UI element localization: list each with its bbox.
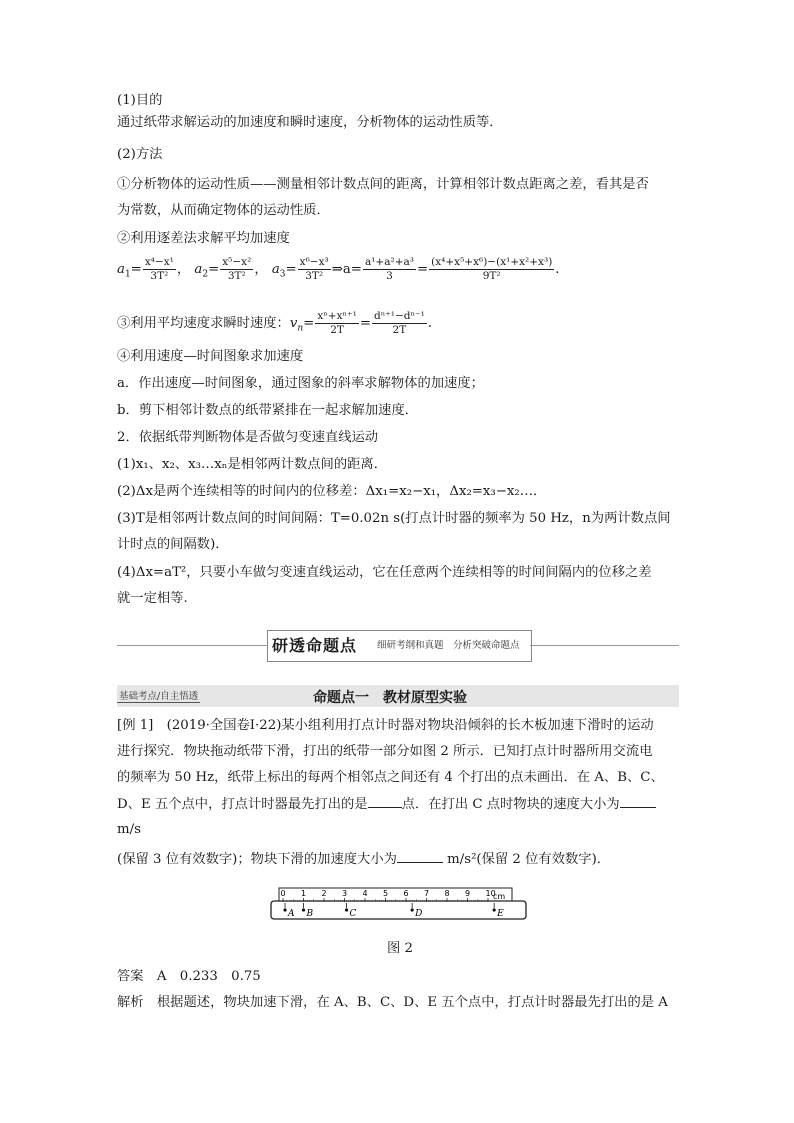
ruler-tick-label: 2 (321, 889, 327, 898)
ruler-tick-label: 4 (362, 889, 368, 898)
section-2-p3-line1: (3)T是相邻两计数点间的时间间隔：T=0.02n s(打点计时器的频率为 50 Hz，n为两计数点间 (117, 511, 671, 526)
analysis-text: 根据题述，物块加速下滑，在 A、B、C、D、E 五个点中，打点计时器最先打出的是 A (156, 995, 668, 1010)
answer-text: A 0.233 0.75 (156, 969, 261, 984)
example-line6: (保留 3 位有效数字)；物块下滑的加速度大小为 m/s²(保留 2 位有效数字)． (117, 852, 611, 867)
figure-caption: 图 2 (387, 941, 413, 956)
ruler-tick-label: 8 (444, 889, 450, 898)
method-heading: (2)方法 (117, 147, 163, 162)
tape-point-label: E (497, 909, 504, 919)
tape-point (411, 908, 414, 911)
answer-blank-2[interactable] (620, 795, 656, 808)
formula-successive-difference: $a_1=$ $\frac{\text{x⁴−x¹}}{\text{3T²}}$ ， $a_2=$ $\frac{\text{x⁵−x²}}{\text{3T²}}$ ， $a_3=$ $\frac{\text{x⁶−x³}}{\text{3T²}}$ ⇒a= $\frac{\text{a¹+a²+a³}}{3}$ = $\frac{\text{(x⁴+x⁵+x⁶)−(x¹+x²+x³)}}{\text{9T²}}$ . (117, 256, 560, 282)
answer-line (117, 968, 261, 986)
analysis-line (117, 994, 668, 1012)
answer-blank-3[interactable] (397, 850, 443, 863)
method-1-line2: 为常数，从而确定物体的运动性质． (117, 203, 330, 218)
banner-rule-left (117, 645, 267, 646)
section-2-heading: 2．依据纸带判断物体是否做匀变速直线运动 (117, 430, 379, 445)
banner-rule-right (530, 645, 679, 646)
purpose-heading: (1)目的 (117, 93, 163, 108)
tape-point-label: B (306, 909, 314, 919)
ruler-tick-label: 10 (485, 889, 496, 898)
ruler-tick-label: 5 (383, 889, 389, 898)
method-3: ③利用平均速度求瞬时速度：$v_n=$ $\frac{\text{xⁿ+xⁿ⁺¹}}{2T}$ = $\frac{\text{dⁿ⁺¹−dⁿ⁻¹}}{2T}$ . (117, 310, 433, 336)
banner-title: 研透命题点 (272, 636, 358, 655)
example-line4: D、E 五个点中，打点计时器最先打出的是 点．在打出 C 点时物块的速度大小为 (117, 795, 656, 814)
tape-point (283, 908, 286, 911)
method-2: ②利用逐差法求解平均加速度 (117, 231, 290, 246)
section-tag: 基础考点/自主悟透 (117, 688, 200, 703)
example-line5: m/s (117, 822, 141, 837)
tape-point-label: C (349, 909, 357, 919)
example-line3: 的频率为 50 Hz，纸带上标出的每两个相邻点之间还有 4 个打出的点未画出．在 A、B、C、 (117, 770, 664, 785)
example-line2: 进行探究．物块拖动纸带下滑，打出的纸带一部分如图 2 所示．已知打点计时器所用交流电 (117, 744, 653, 759)
tape-point-label: A (288, 909, 295, 919)
method-1-line1: ①分析物体的运动性质——测量相邻计数点间的距离，计算相邻计数点距离之差，看其是否 (117, 177, 649, 192)
section-2-p4-line2: 就一定相等. (117, 591, 188, 606)
section-title: 命题点一 教材原型实验 (313, 690, 467, 706)
tape-point (345, 908, 348, 911)
banner-subtitle: 细研考纲和真题 分析突破命题点 (377, 640, 520, 651)
ruler-tick-label: 1 (301, 889, 307, 898)
ruler-tick-label: 6 (403, 889, 409, 898)
tape-point (302, 908, 305, 911)
section-2-p3-line2: 计时点的间隔数)． (117, 537, 229, 552)
ruler-tick-label: 3 (342, 889, 348, 898)
section-2-p2: (2)Δx是两个连续相等的时间内的位移差：Δx₁=x₂−x₁，Δx₂=x₃−x₂…． (117, 484, 547, 499)
method-b: b．剪下相邻计数点的纸带紧排在一起求解加速度． (117, 403, 419, 418)
ruler-tick-label: 7 (424, 889, 430, 898)
example-line1: [例 1] (2019·全国卷Ⅰ·22)某小组利用打点计时器对物块沿倾斜的长木板加速下滑时的运动 (117, 718, 654, 733)
tape-point-label: D (415, 909, 423, 919)
method-4: ④利用速度—时间图象求加速度 (117, 349, 304, 364)
purpose-text: 通过纸带求解运动的加速度和瞬时速度，分析物体的运动性质等． (117, 115, 503, 130)
ruler-unit: cm (493, 892, 506, 901)
tape-point (493, 908, 496, 911)
ruler-tick-label: 9 (465, 889, 471, 898)
section-2-p1: (1)x₁、x₂、x₃…xₙ是相邻两计数点间的距离． (117, 457, 388, 472)
answer-blank-1[interactable] (368, 795, 402, 808)
section-2-p4-line1: (4)Δx=aT²，只要小车做匀变速直线运动，它在任意两个连续相等的时间间隔内的位移之差 (117, 565, 652, 580)
answer-label: 答案 (117, 969, 144, 984)
method-a: a．作出速度—时间图象，通过图象的斜率求解物体的加速度； (117, 376, 484, 391)
analysis-label: 解析 (117, 995, 144, 1010)
ruler-tick-label: 0 (280, 889, 286, 898)
tape-ruler-figure (269, 886, 531, 932)
